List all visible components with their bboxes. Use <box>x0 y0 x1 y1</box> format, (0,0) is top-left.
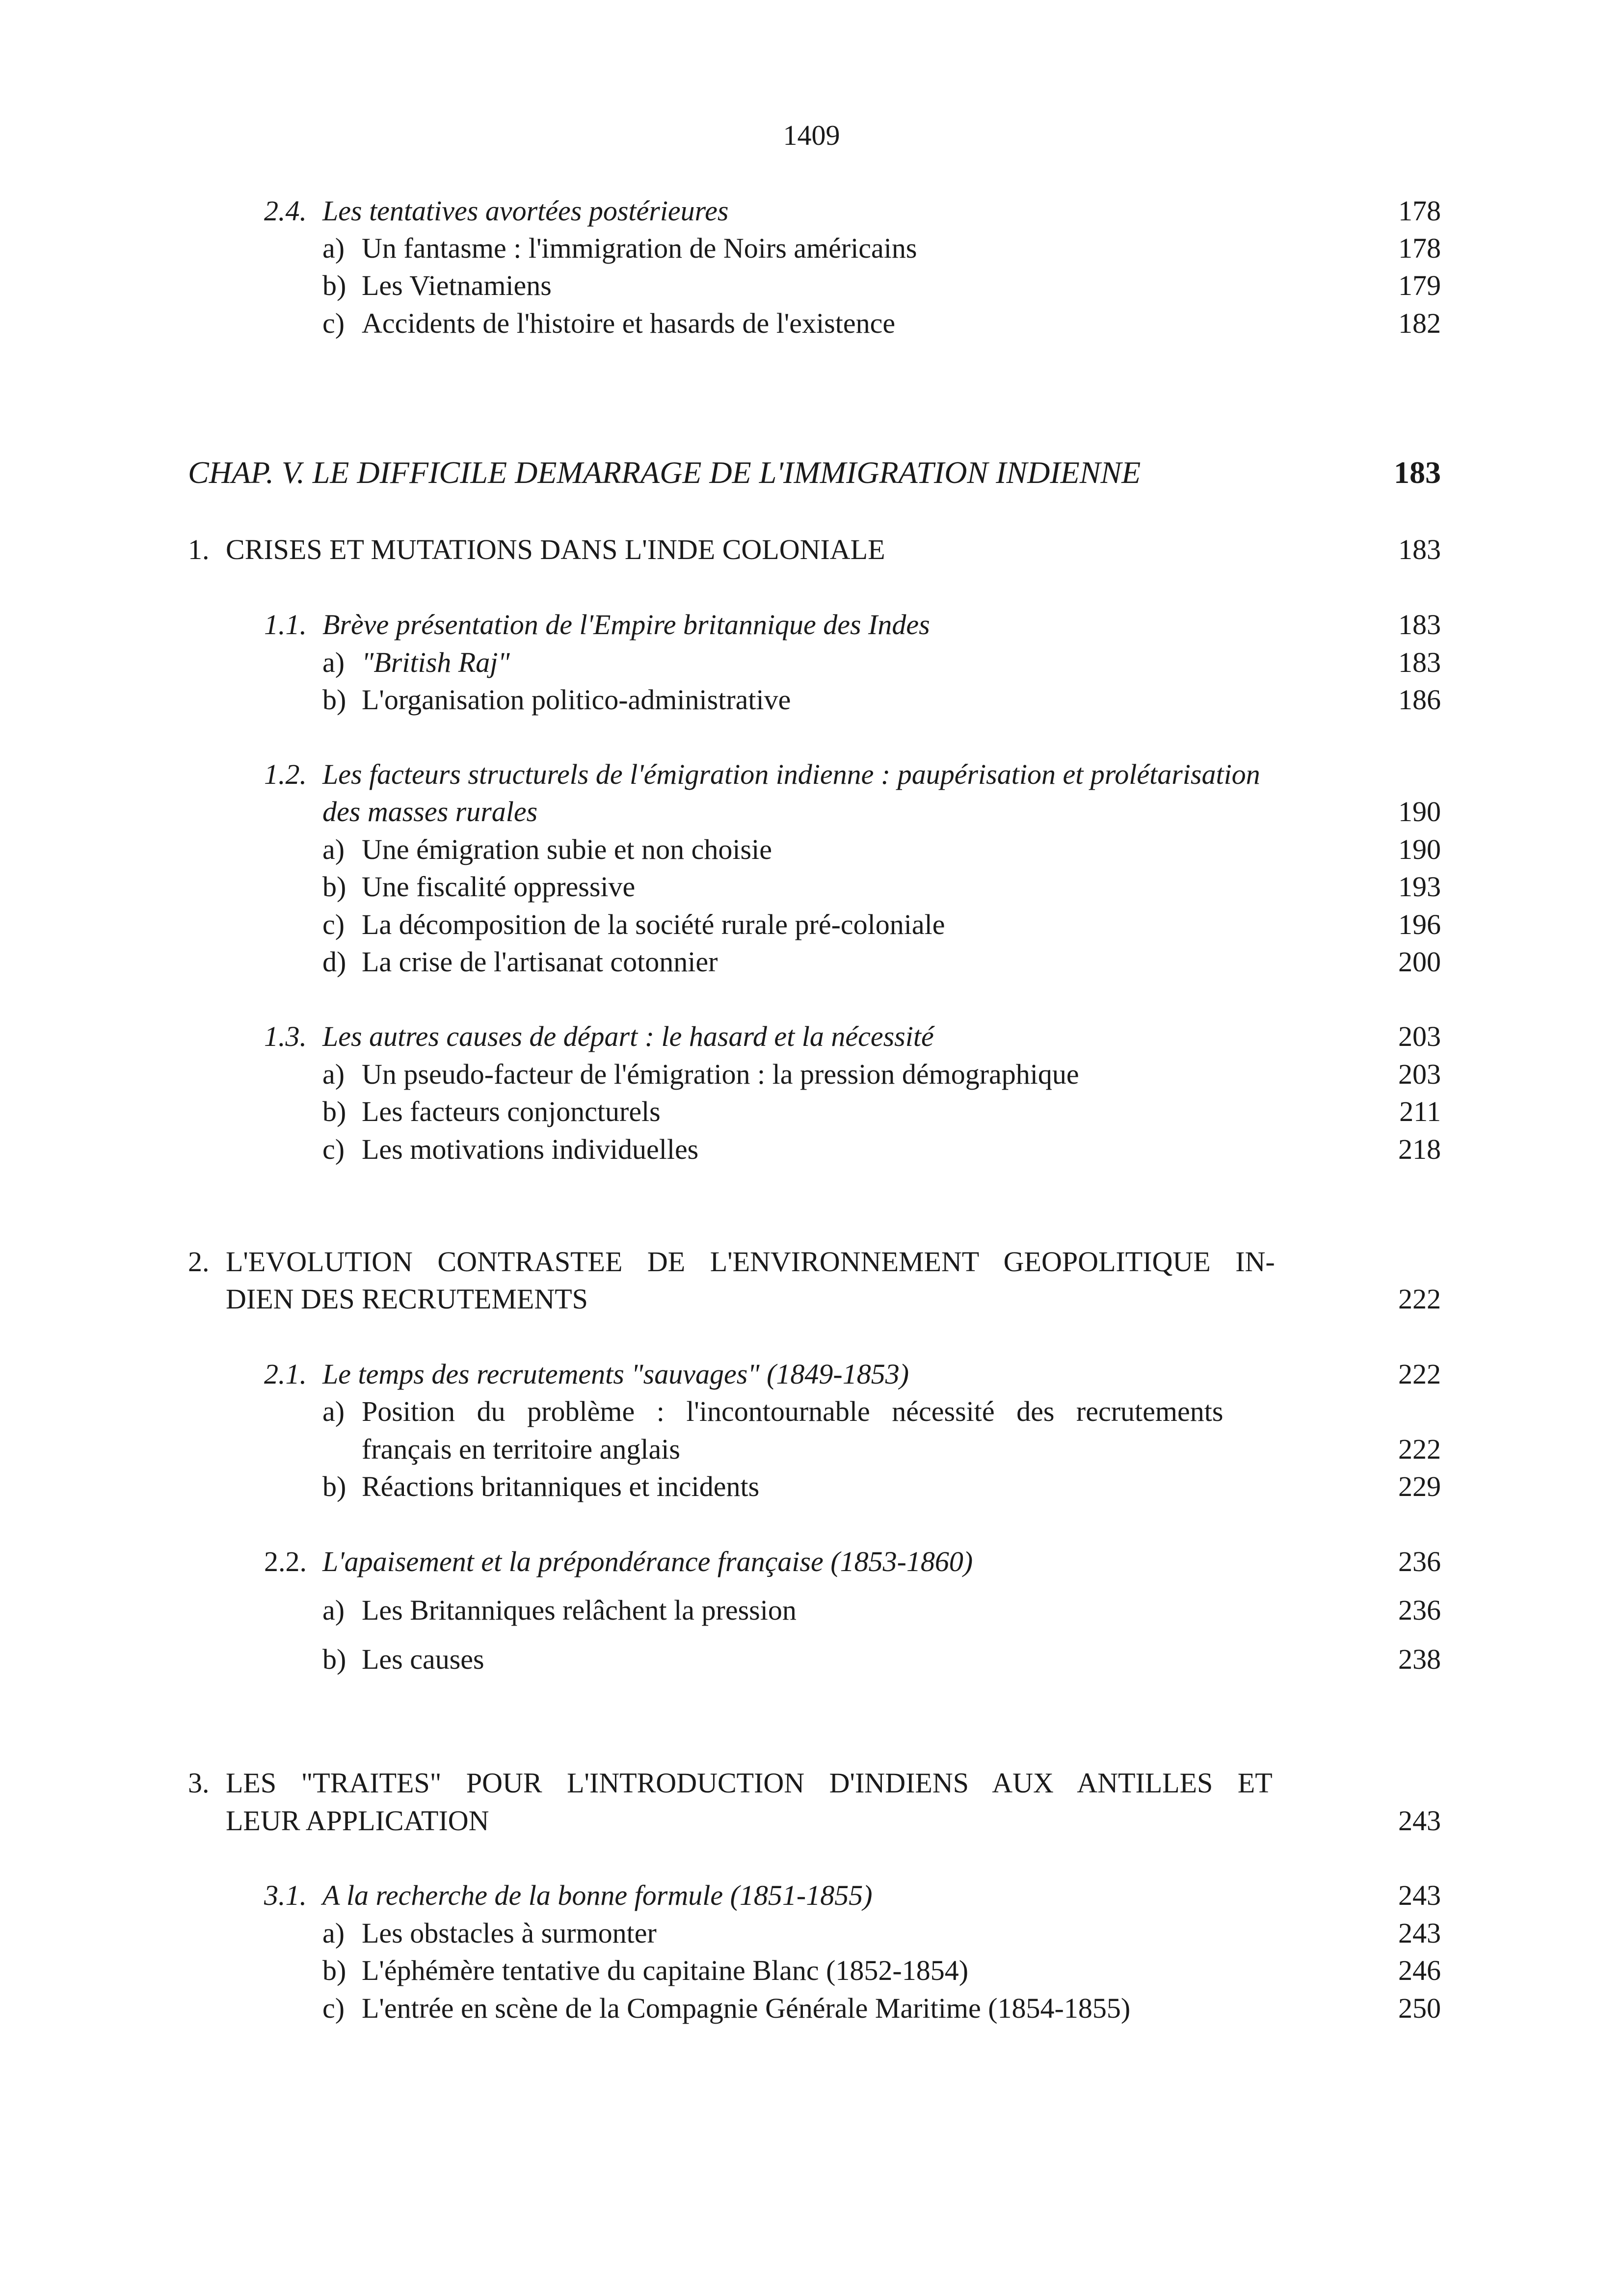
entry-title: L'entrée en scène de la Compagnie Générale Maritime (1854-1855) <box>362 1992 1131 2024</box>
entry-number: 3.1. <box>264 1879 307 1911</box>
toc-entry <box>0 1543 1623 1580</box>
toc-section <box>0 1764 1623 1802</box>
entry-page: 246 <box>1398 1954 1441 1986</box>
entry-page: 190 <box>1398 833 1441 865</box>
section-title: LES "TRAITES" POUR L'INTRODUCTION D'INDIENS AUX ANTILLES ET <box>226 1767 1273 1799</box>
entry-number: a) <box>322 646 345 678</box>
entry-page: 243 <box>1398 1879 1441 1911</box>
entry-number: b) <box>322 871 346 903</box>
entry-number: d) <box>322 946 346 978</box>
entry-page: 179 <box>1398 269 1441 301</box>
section-number: 2. <box>188 1246 210 1278</box>
toc-entry <box>0 868 1623 906</box>
entry-title: L'organisation politico-administrative <box>362 684 791 716</box>
toc-section <box>0 531 1623 568</box>
entry-title: Les Vietnamiens <box>362 269 552 301</box>
toc-entry <box>0 906 1623 943</box>
entry-number: a) <box>322 232 345 264</box>
section-number: 1. <box>188 534 210 565</box>
entry-title: Un pseudo-facteur de l'émigration : la pression démographique <box>362 1058 1079 1090</box>
toc-entry <box>0 831 1623 868</box>
entry-page: 236 <box>1398 1546 1441 1577</box>
toc-entry <box>0 681 1623 719</box>
entry-number: 1.1. <box>264 609 307 641</box>
toc-entry <box>0 1093 1623 1130</box>
entry-number: b) <box>322 1954 346 1986</box>
entry-page: 186 <box>1398 684 1441 716</box>
entry-page: 238 <box>1398 1643 1441 1675</box>
entry-number: c) <box>322 908 345 940</box>
entry-page: 218 <box>1398 1133 1441 1165</box>
entry-number: a) <box>322 1058 345 1090</box>
entry-page: 243 <box>1398 1917 1441 1949</box>
toc-entry-continued <box>0 1431 1623 1468</box>
toc-entry-continued <box>0 793 1623 830</box>
section-page: 243 <box>1398 1805 1441 1837</box>
entry-title: Les Britanniques relâchent la pression <box>362 1594 797 1626</box>
toc-entry <box>0 1393 1623 1430</box>
toc-section-continued <box>0 1281 1623 1318</box>
section-page: 222 <box>1398 1283 1441 1315</box>
entry-page: 222 <box>1398 1358 1441 1390</box>
entry-page: 193 <box>1398 871 1441 903</box>
entry-title: Les motivations individuelles <box>362 1133 699 1165</box>
entry-number: a) <box>322 1917 345 1949</box>
entry-page: 190 <box>1398 796 1441 828</box>
entry-title: Les tentatives avortées postérieures <box>322 195 729 227</box>
entry-page: 183 <box>1398 646 1441 678</box>
entry-page: 229 <box>1398 1470 1441 1502</box>
toc-entry <box>0 756 1623 793</box>
toc-entry <box>0 1018 1623 1055</box>
entry-title: Les obstacles à surmonter <box>362 1917 657 1949</box>
section-number: 3. <box>188 1767 210 1799</box>
entry-number: b) <box>322 269 346 301</box>
toc-entry <box>0 1056 1623 1093</box>
section-title-continued: DIEN DES RECRUTEMENTS <box>226 1283 588 1315</box>
entry-page: 222 <box>1398 1433 1441 1465</box>
entry-number: a) <box>322 833 345 865</box>
entry-title: Une fiscalité oppressive <box>362 871 636 903</box>
entry-number: b) <box>322 1095 346 1127</box>
toc-entry <box>0 1952 1623 1989</box>
entry-number: 2.1. <box>264 1358 307 1390</box>
toc-entry <box>0 192 1623 230</box>
toc-entry <box>0 1592 1623 1629</box>
entry-number: c) <box>322 1133 345 1165</box>
entry-title: Réactions britanniques et incidents <box>362 1470 760 1502</box>
toc-entry <box>0 1131 1623 1168</box>
section-title: CRISES ET MUTATIONS DANS L'INDE COLONIALE <box>226 534 885 565</box>
toc-entry <box>0 644 1623 681</box>
entry-title-continued: des masses rurales <box>322 796 538 828</box>
chapter-page: 183 <box>1394 455 1441 490</box>
entry-title: Brève présentation de l'Empire britannique des Indes <box>322 609 930 641</box>
entry-title: Une émigration subie et non choisie <box>362 833 772 865</box>
toc-entry <box>0 1915 1623 1952</box>
entry-number: b) <box>322 1643 346 1675</box>
entry-page: 250 <box>1398 1992 1441 2024</box>
entry-number: 2.2. <box>264 1546 307 1577</box>
entry-page: 183 <box>1398 609 1441 641</box>
entry-page: 178 <box>1398 232 1441 264</box>
entry-title: Les causes <box>362 1643 484 1675</box>
entry-title: Le temps des recrutements "sauvages" (1849-1853) <box>322 1358 909 1390</box>
entry-title: Accidents de l'histoire et hasards de l'existence <box>362 307 896 339</box>
toc-entry <box>0 305 1623 342</box>
toc-entry <box>0 1641 1623 1678</box>
entry-number: b) <box>322 1470 346 1502</box>
toc-entry <box>0 1990 1623 2027</box>
entry-title: Un fantasme : l'immigration de Noirs américains <box>362 232 917 264</box>
entry-page: 203 <box>1398 1020 1441 1052</box>
toc-entry <box>0 1468 1623 1505</box>
toc-entry <box>0 943 1623 981</box>
entry-title: Les facteurs conjoncturels <box>362 1095 661 1127</box>
toc-entry <box>0 267 1623 304</box>
toc-section-continued <box>0 1802 1623 1840</box>
section-page: 183 <box>1398 534 1441 565</box>
entry-number: c) <box>322 307 345 339</box>
entry-number: 1.2. <box>264 758 307 790</box>
entry-title: La crise de l'artisanat cotonnier <box>362 946 718 978</box>
entry-number: c) <box>322 1992 345 2024</box>
entry-title: A la recherche de la bonne formule (1851-1855) <box>322 1879 873 1911</box>
entry-number: 1.3. <box>264 1020 307 1052</box>
entry-page: 236 <box>1398 1594 1441 1626</box>
entry-page: 203 <box>1398 1058 1441 1090</box>
entry-title: Position du problème : l'incontournable nécessité des recrutements <box>362 1395 1224 1427</box>
entry-number: a) <box>322 1594 345 1626</box>
toc-entry <box>0 1877 1623 1914</box>
chapter-heading <box>0 454 1623 491</box>
toc-entry <box>0 606 1623 643</box>
entry-title: La décomposition de la société rurale pré-coloniale <box>362 908 945 940</box>
chapter-title: CHAP. V. LE DIFFICILE DEMARRAGE DE L'IMMIGRATION INDIENNE <box>188 455 1141 490</box>
entry-title: Les autres causes de départ : le hasard et la nécessité <box>322 1020 934 1052</box>
entry-page: 182 <box>1398 307 1441 339</box>
toc-entry <box>0 230 1623 267</box>
toc-section <box>0 1243 1623 1281</box>
page-number: 1409 <box>783 119 840 151</box>
entry-number: b) <box>322 684 346 716</box>
toc-entry <box>0 1356 1623 1393</box>
entry-number: a) <box>322 1395 345 1427</box>
entry-title: L'éphémère tentative du capitaine Blanc (1852-1854) <box>362 1954 969 1986</box>
entry-page: 200 <box>1398 946 1441 978</box>
entry-title: L'apaisement et la prépondérance française (1853-1860) <box>322 1546 973 1577</box>
entry-title-continued: français en territoire anglais <box>362 1433 680 1465</box>
entry-title: "British Raj" <box>362 646 510 678</box>
section-title-continued: LEUR APPLICATION <box>226 1805 489 1837</box>
entry-page: 196 <box>1398 908 1441 940</box>
entry-page: 178 <box>1398 195 1441 227</box>
entry-number: 2.4. <box>264 195 307 227</box>
entry-title: Les facteurs structurels de l'émigration indienne : paupérisation et prolétarisation <box>322 758 1260 790</box>
entry-page: 211 <box>1399 1095 1441 1127</box>
section-title: L'EVOLUTION CONTRASTEE DE L'ENVIRONNEMENT GEOPOLITIQUE IN- <box>226 1246 1275 1278</box>
